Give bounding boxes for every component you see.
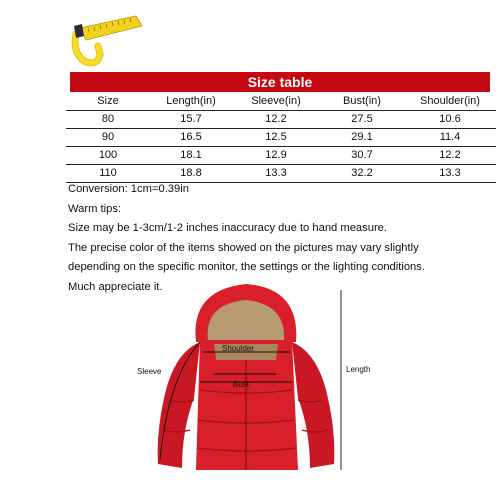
column-header: Sleeve(in) xyxy=(251,95,301,108)
sleeve-label: Sleeve xyxy=(137,367,162,376)
table-cell: 16.5 xyxy=(150,128,232,146)
table-cell: 30.7 xyxy=(320,146,404,164)
note-line: Much appreciate it. xyxy=(68,280,163,293)
table-cell: 12.5 xyxy=(232,128,320,146)
size-table xyxy=(66,93,496,183)
table-cell: 100 xyxy=(66,146,150,164)
table-cell: 27.5 xyxy=(320,110,404,128)
table-cell: 12.2 xyxy=(232,110,320,128)
column-header: Bust(in) xyxy=(343,95,381,108)
length-label: Length xyxy=(346,365,371,374)
table-cell: 29.1 xyxy=(320,128,404,146)
jacket-illustration xyxy=(0,280,500,500)
table-cell: 11.4 xyxy=(404,128,496,146)
table-cell: 18.1 xyxy=(150,146,232,164)
table-row xyxy=(66,146,496,164)
table-row xyxy=(66,128,496,146)
warm-tips-heading: Warm tips: xyxy=(68,202,122,215)
table-cell: 90 xyxy=(66,128,150,146)
note-line: The precise color of the items showed on the pictures may vary slightly xyxy=(68,241,419,254)
conversion-note: Conversion: 1cm=0.39in xyxy=(68,183,189,195)
column-header: Length(in) xyxy=(166,95,216,108)
measuring-tape-icon xyxy=(68,6,148,68)
table-cell: 12.2 xyxy=(404,146,496,164)
table-cell: 13.3 xyxy=(232,164,320,182)
table-cell: 12.9 xyxy=(232,146,320,164)
note-line: depending on the specific monitor, the settings or the lighting conditions. xyxy=(68,261,425,273)
table-header-row xyxy=(66,93,496,110)
table-cell: 13.3 xyxy=(404,164,496,182)
shoulder-label: Shoulder xyxy=(222,344,255,353)
column-header: Shoulder(in) xyxy=(420,95,480,108)
table-row xyxy=(66,110,496,128)
table-cell: 80 xyxy=(66,110,150,128)
table-cell: 15.7 xyxy=(150,110,232,128)
table-cell: 110 xyxy=(66,164,150,182)
column-header: Size xyxy=(97,95,119,108)
table-cell: 18.8 xyxy=(150,164,232,182)
note-line: Size may be 1-3cm/1-2 inches inaccuracy due to hand measure. xyxy=(68,222,388,234)
bust-label: Bust xyxy=(233,380,250,389)
table-cell: 32.2 xyxy=(320,164,404,182)
table-cell: 10.6 xyxy=(404,110,496,128)
measurement-diagram xyxy=(0,280,500,500)
size-table-banner: Size table xyxy=(70,72,490,92)
